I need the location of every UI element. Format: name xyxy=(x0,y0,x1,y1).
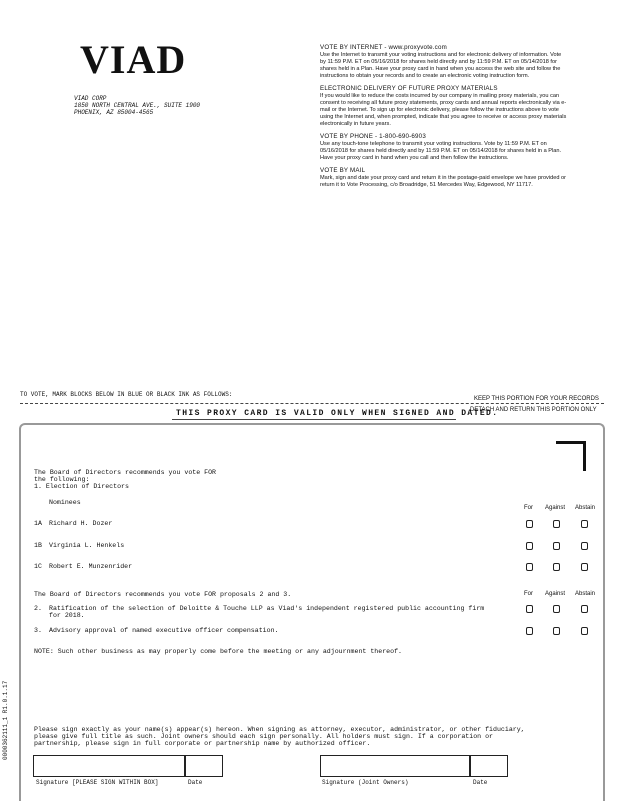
section-heading: VOTE BY MAIL xyxy=(320,167,366,174)
section-body: Mark, sign and date your proxy card and return it in the postage-paid envelope we have provided or return it to Vote Processing, c/o Broadridge, 51 Mercedes Way, Edgewood, NY 11717. xyxy=(320,175,566,188)
viad-logo: VIAD xyxy=(80,37,187,82)
validity-underline xyxy=(172,419,456,420)
company-address-line1: 1850 NORTH CENTRAL AVE., SUITE 1900 xyxy=(74,102,201,109)
proposal-code: 2. xyxy=(34,605,42,612)
signature-label: Signature [PLEASE SIGN WITHIN BOX] xyxy=(36,779,159,786)
company-address xyxy=(74,95,200,116)
detach-dashed-line xyxy=(20,403,604,404)
vote-abstain-checkbox[interactable] xyxy=(581,520,588,528)
electronic-delivery-section xyxy=(320,85,568,128)
joint-signature-box[interactable] xyxy=(320,755,470,777)
nominee-code: 1C xyxy=(34,563,42,570)
keep-portion-label: KEEP THIS PORTION FOR YOUR RECORDS xyxy=(474,396,599,402)
voting-instructions xyxy=(320,44,568,194)
column-against: Against xyxy=(545,591,566,597)
mark-instruction: TO VOTE, MARK BLOCKS BELOW IN BLUE OR BLACK INK AS FOLLOWS: xyxy=(20,391,233,398)
nominee-code: 1B xyxy=(34,542,42,549)
vote-for-checkbox[interactable] xyxy=(526,563,533,571)
note-text: NOTE: Such other business as may properly come before the meeting or any adjournment thereof. xyxy=(34,648,402,655)
vote-for-checkbox[interactable] xyxy=(526,605,533,613)
proposal-code: 3. xyxy=(34,627,42,634)
proposal-text-continued: for 2018. xyxy=(49,612,85,619)
vote-abstain-checkbox[interactable] xyxy=(581,563,588,571)
vote-for-checkbox[interactable] xyxy=(526,627,533,635)
validity-notice: THIS PROXY CARD IS VALID ONLY WHEN SIGNED AND DATED. xyxy=(176,409,499,418)
date-label: Date xyxy=(188,779,203,786)
vote-against-checkbox[interactable] xyxy=(553,542,560,550)
joint-date-label: Date xyxy=(473,779,488,786)
nominee-name: Robert E. Munzenrider xyxy=(49,563,133,570)
section-heading: ELECTRONIC DELIVERY OF FUTURE PROXY MATERIALS xyxy=(320,85,498,92)
sign-instruction-line2: please give full title as such. Joint owners should each sign personally. All holders must sign. If a corporation or xyxy=(34,733,493,740)
column-for: For xyxy=(524,505,533,511)
company-name: VIAD CORP xyxy=(74,95,107,102)
detach-portion-label: DETACH AND RETURN THIS PORTION ONLY xyxy=(470,407,597,413)
sign-instruction-line1: Please sign exactly as your name(s) appear(s) hereon. When signing as attorney, executor, administrator, or other fiduciary, xyxy=(34,726,525,733)
proposal-text: Ratification of the selection of Deloitte & Touche LLP as Viad's independent registered public accounting firm xyxy=(49,605,485,612)
recommendation-1-line1: The Board of Directors recommends you vote FOR xyxy=(34,469,217,476)
vote-internet-section xyxy=(320,44,568,80)
company-address-line2: PHOENIX, AZ 85004-4565 xyxy=(74,109,154,116)
vote-against-checkbox[interactable] xyxy=(553,627,560,635)
vote-for-checkbox[interactable] xyxy=(526,520,533,528)
section-body: Use any touch-tone telephone to transmit your voting instructions. Vote by 11:59 P.M. ET on 05/16/2018 for shares held directly and by 11:59 P.M. ET on 05/14/2018 for shares held in a Plan. Have your proxy card in hand when you call and then follow the instructions. xyxy=(320,141,561,161)
section-heading: VOTE BY INTERNET - www.proxyvote.com xyxy=(320,44,447,51)
vote-phone-section xyxy=(320,133,568,162)
document-code: 0000362111_1 R1.0.1.17 xyxy=(2,680,9,760)
nominees-label: Nominees xyxy=(49,499,81,506)
column-against: Against xyxy=(545,505,566,511)
section-heading: VOTE BY PHONE - 1-800-690-6903 xyxy=(320,133,426,140)
nominee-name: Virginia L. Henkels xyxy=(49,542,125,549)
section-body: If you would like to reduce the costs incurred by our company in mailing proxy materials, you can consent to receiving all future proxy statements, proxy cards and annual reports electronically via e-mail or the Internet. To sign up for electronic delivery, please follow the instructions above to vote using the Internet and, when prompted, indicate that you agree to receive or access proxy materials electronically in future years. xyxy=(320,93,567,127)
vote-abstain-checkbox[interactable] xyxy=(581,627,588,635)
vote-against-checkbox[interactable] xyxy=(553,563,560,571)
section-body: Use the Internet to transmit your voting instructions and for electronic delivery of information. Vote by 11:59 P.M. ET on 05/16/2018 for shares held directly and by 11:59 P.M. ET on 05/14/2018 for shares held in a Plan. Have your proxy card in hand when you access the web site and follow the instructions to obtain your records and to create an electronic voting instruction form. xyxy=(320,52,562,79)
column-for: For xyxy=(524,591,533,597)
recommendation-1-line2: the following: xyxy=(34,476,90,483)
item-1-heading: 1. Election of Directors xyxy=(34,483,129,490)
recommendation-2: The Board of Directors recommends you vote FOR proposals 2 and 3. xyxy=(34,591,292,598)
joint-date-box[interactable] xyxy=(470,755,508,777)
vote-against-checkbox[interactable] xyxy=(553,520,560,528)
vote-abstain-checkbox[interactable] xyxy=(581,542,588,550)
signature-box[interactable] xyxy=(33,755,185,777)
vote-abstain-checkbox[interactable] xyxy=(581,605,588,613)
vote-for-checkbox[interactable] xyxy=(526,542,533,550)
sign-instruction-line3: partnership, please sign in full corporate or partnership name by authorized officer. xyxy=(34,740,371,747)
vote-against-checkbox[interactable] xyxy=(553,605,560,613)
column-abstain: Abstain xyxy=(575,591,596,597)
date-box[interactable] xyxy=(185,755,223,777)
column-abstain: Abstain xyxy=(575,505,596,511)
corner-mark xyxy=(556,441,586,471)
nominee-code: 1A xyxy=(34,520,42,527)
joint-signature-label: Signature (Joint Owners) xyxy=(322,779,409,786)
proposal-text: Advisory approval of named executive officer compensation. xyxy=(49,627,279,634)
vote-mail-section xyxy=(320,167,568,189)
nominee-name: Richard H. Dozer xyxy=(49,520,113,527)
